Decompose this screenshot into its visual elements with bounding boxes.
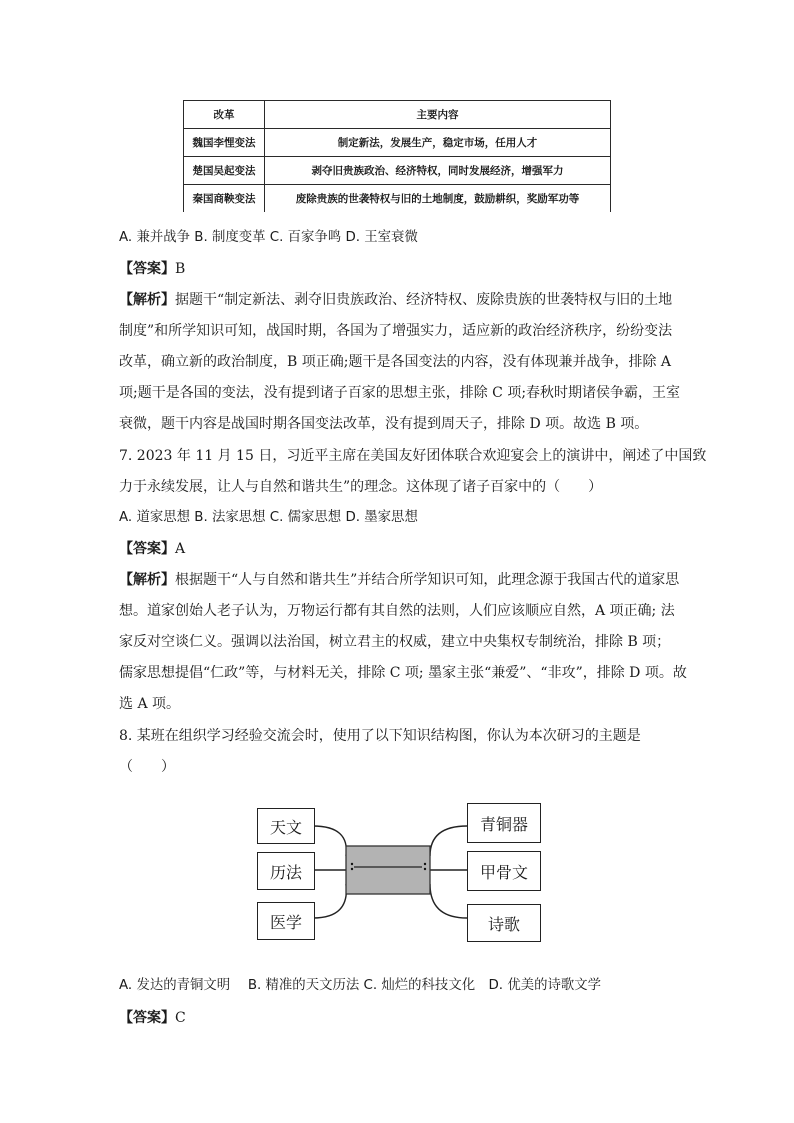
connector-line xyxy=(313,884,346,918)
q6-options: A. 兼并战争 B. 制度变革 C. 百家争鸣 D. 王室衰微 xyxy=(119,230,418,245)
answer-label: 【答案】 xyxy=(119,541,175,557)
q8-options: A. 发达的青铜文明 B. 精准的天文历法 C. 灿烂的科技文化 D. 优美的诗歌文学 xyxy=(119,978,602,993)
analysis-label: 【解析】 xyxy=(119,292,175,308)
q8-stem-line: 8. 某班在组织学习经验交流会时，使用了以下知识结构图，你认为本次研习的主题是 xyxy=(119,728,641,744)
q7-answer xyxy=(119,539,719,559)
analysis-text: 根据题干“人与自然和谐共生”并结合所学知识可知，此理念源于我国古代的道家思 xyxy=(175,572,680,588)
diagram-left-box: 历法 xyxy=(257,852,315,890)
table-cell: 剥夺旧贵族政治、经济特权，同时发展经济，增强军力 xyxy=(265,157,611,185)
q8-stem-line: （ ） xyxy=(119,759,175,775)
connector-line xyxy=(313,826,346,856)
center-box-dashes xyxy=(346,846,430,894)
table-row xyxy=(184,185,611,213)
connector-line xyxy=(430,884,467,918)
analysis-label: 【解析】 xyxy=(119,572,175,588)
connector-line xyxy=(430,826,467,856)
analysis-text: 据题干“制定新法、剥夺旧贵族政治、经济特权、废除贵族的世袭特权与旧的土地 xyxy=(175,292,673,308)
diagram-left-box: 天文 xyxy=(257,808,315,844)
q7-stem-line: 力于永续发展，让人与自然和谐共生”的理念。这体现了诸子百家中的（ ） xyxy=(119,479,603,495)
table-cell: 魏国李悝变法 xyxy=(184,129,265,157)
q6-analysis-line xyxy=(119,290,719,310)
diagram-right-box: 诗歌 xyxy=(467,904,541,942)
table-row xyxy=(184,129,611,157)
q6-analysis-line: 项;题干是各国的变法，没有提到诸子百家的思想主张，排除 C 项;春秋时期诸侯争霸，王室 xyxy=(119,385,681,401)
diagram-left-box: 医学 xyxy=(257,902,315,940)
reform-table xyxy=(183,100,611,212)
answer-value: B xyxy=(175,261,186,277)
table-cell: 废除贵族的世袭特权与旧的土地制度，鼓励耕织，奖励军功等 xyxy=(265,185,611,213)
q7-analysis-line: 儒家思想提倡“仁政”等，与材料无关，排除 C 项; 墨家主张“兼爱”、“非攻”，排除 D 项。故 xyxy=(119,665,687,681)
q7-stem-line: 7. 2023 年 11 月 15 日，习近平主席在美国友好团体联合欢迎宴会上的演讲中，阐述了中国致 xyxy=(119,448,707,464)
table-header-cell: 主要内容 xyxy=(265,101,611,129)
answer-value: A xyxy=(175,541,186,557)
answer-value: C xyxy=(175,1010,186,1026)
table-cell: 制定新法，发展生产，稳定市场，任用人才 xyxy=(265,129,611,157)
table-row xyxy=(184,157,611,185)
diagram-right-box: 青铜器 xyxy=(467,803,541,843)
q7-analysis-line: 家反对空谈仁义。强调以法治国，树立君主的权威，建立中央集权专制统治，排除 B 项； xyxy=(119,634,671,650)
answer-label: 【答案】 xyxy=(119,1010,175,1026)
q7-analysis-line: 选 A 项。 xyxy=(119,696,181,712)
q7-options: A. 道家思想 B. 法家思想 C. 儒家思想 D. 墨家思想 xyxy=(119,510,418,525)
q6-analysis-line: 衰微，题干内容是战国时期各国变法改革，没有提到周天子，排除 D 项。故选 B 项。 xyxy=(119,416,649,432)
table-header-cell: 改革 xyxy=(184,101,265,129)
q7-analysis-line xyxy=(119,570,719,590)
table-cell: 楚国吴起变法 xyxy=(184,157,265,185)
q7-analysis-line: 想。道家创始人老子认为，万物运行都有其自然的法则，人们应该顺应自然，A 项正确; 法 xyxy=(119,603,675,619)
q6-analysis-line: 改革，确立新的政治制度，B 项正确;题干是各国变法的内容，没有体现兼并战争，排除 A xyxy=(119,354,672,370)
diagram-right-box: 甲骨文 xyxy=(467,851,541,891)
table-cell: 秦国商鞅变法 xyxy=(184,185,265,213)
q8-answer xyxy=(119,1008,719,1028)
q6-analysis-line: 制度”和所学知识可知，战国时期，各国为了增强实力，适应新的政治经济秩序，纷纷变法 xyxy=(119,323,673,339)
answer-label: 【答案】 xyxy=(119,261,175,277)
q6-answer xyxy=(119,259,719,279)
table-header-row xyxy=(184,101,611,129)
